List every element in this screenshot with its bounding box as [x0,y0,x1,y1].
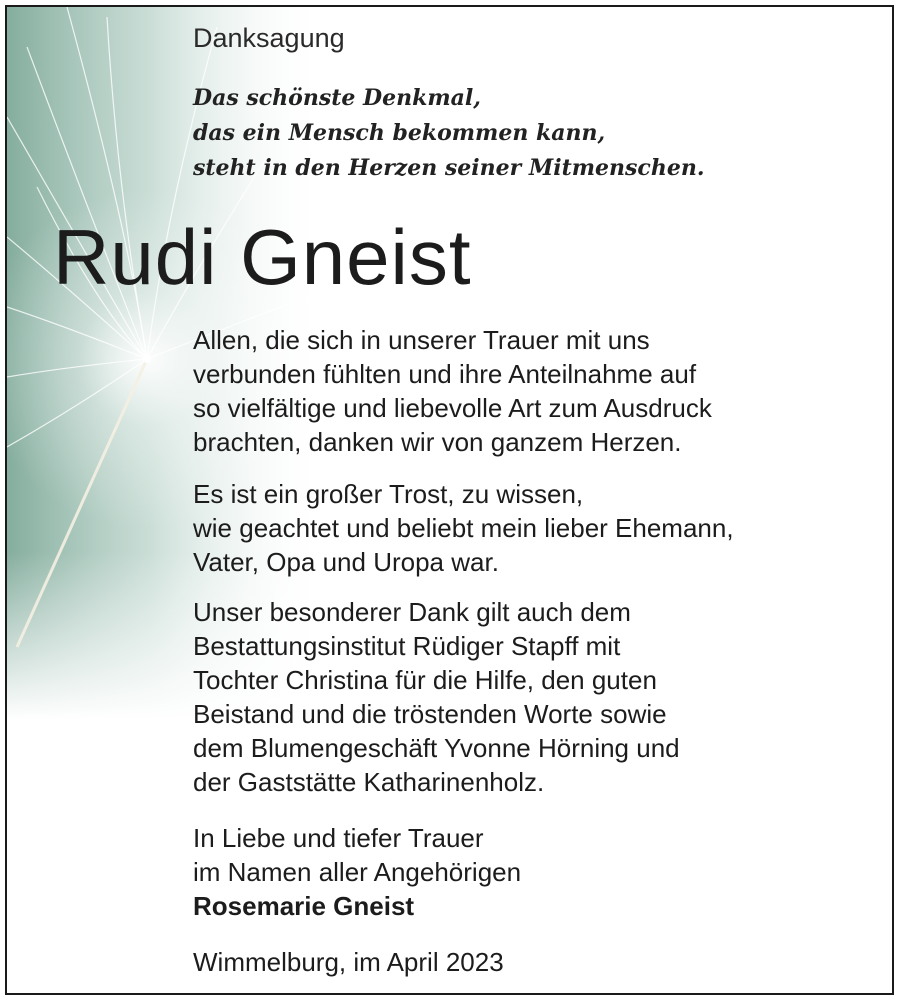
obituary-notice [5,5,894,995]
memorial-quote [193,81,704,186]
text-line: so vielfältige und liebevolle Art zum Ausdruck [193,393,712,423]
special-thanks-paragraph [193,595,680,799]
text-line: Allen, die sich in unserer Trauer mit uns [193,325,650,355]
text-line: brachten, danken wir von ganzem Herzen. [193,427,682,457]
text-line: Es ist ein großer Trost, zu wissen, [193,479,584,509]
signer-name: Rosemarie Gneist [193,891,415,921]
text-line: Bestattungsinstitut Rüdiger Stapff mit [193,631,621,661]
text-line: Beistand und die tröstenden Worte sowie [193,699,667,729]
text-line: Vater, Opa und Uropa war. [193,547,499,577]
notice-heading: Danksagung [193,23,345,53]
comfort-paragraph [193,477,734,579]
signoff-line: im Namen aller Angehörigen [193,857,522,887]
quote-line: das ein Mensch bekommen kann, [193,120,606,146]
text-line: wie geachtet und beliebt mein lieber Ehemann, [193,513,734,543]
text-line: Tochter Christina für die Hilfe, den guten [193,665,657,695]
text-line: Unser besonderer Dank gilt auch dem [193,597,631,627]
quote-line: Das schönste Denkmal, [193,85,481,111]
signoff-block [193,821,521,923]
text-line: der Gaststätte Katharinenholz. [193,767,545,797]
quote-line: steht in den Herzen seiner Mitmenschen. [193,155,705,181]
text-line: dem Blumengeschäft Yvonne Hörning und [193,733,680,763]
text-line: verbunden fühlten und ihre Anteilnahme auf [193,359,697,389]
signoff-line: In Liebe und tiefer Trauer [193,823,484,853]
place-date: Wimmelburg, im April 2023 [193,947,504,977]
thanks-paragraph [193,323,712,459]
deceased-name: Rudi Gneist [53,213,472,301]
